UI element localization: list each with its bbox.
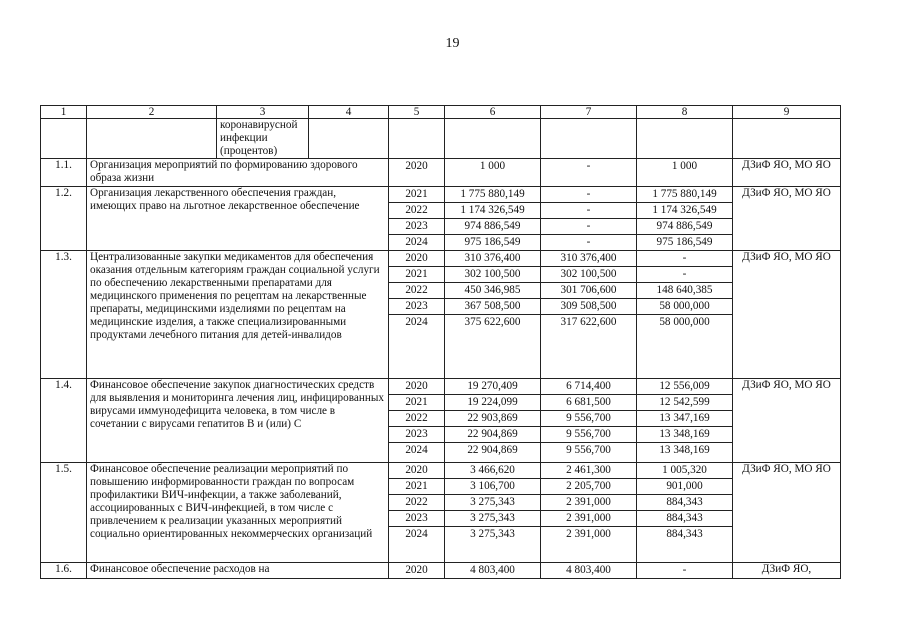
- federal-amount: -: [586, 188, 591, 200]
- total-amount: 22 904,869: [445, 426, 540, 442]
- header-cell: 5: [389, 106, 445, 119]
- year-value-cell: [389, 187, 445, 251]
- regional-amount: 884,343: [637, 510, 732, 526]
- regional-amount-cell: [637, 159, 733, 187]
- page-number: 19: [445, 36, 460, 51]
- year-value: 2022: [389, 202, 444, 218]
- federal-amount-cell: [541, 159, 637, 187]
- header-cell: 2: [87, 106, 217, 119]
- total-amount: 3 466,620: [470, 464, 515, 476]
- regional-amount: 884,343: [637, 494, 732, 510]
- total-amount: 19 224,099: [445, 394, 540, 410]
- federal-amount-cell: [541, 463, 637, 563]
- year-value: 2021: [389, 266, 444, 282]
- year-value: 2021: [405, 188, 428, 200]
- total-amount-cell: [445, 187, 541, 251]
- table-row: [41, 159, 841, 187]
- total-amount: 974 886,549: [445, 218, 540, 234]
- year-value-cell: [389, 159, 445, 187]
- year-value-cell: [389, 251, 445, 379]
- year-value-cell: [389, 463, 445, 563]
- header-cell: 8: [637, 106, 733, 119]
- year-value: 2020: [405, 160, 428, 172]
- regional-amount-cell: [637, 187, 733, 251]
- continuation-text: коронавирусной инфекции (процентов): [217, 119, 309, 159]
- year-value: 2023: [389, 298, 444, 314]
- regional-amount: 884,343: [637, 526, 732, 542]
- executor: ДЗиФ ЯО, МО ЯО: [733, 379, 841, 463]
- year-value: 2020: [405, 464, 428, 476]
- regional-amount: 975 186,549: [637, 234, 732, 250]
- table-row: [41, 463, 841, 563]
- header-row: [41, 106, 841, 119]
- header-cell: 9: [733, 106, 841, 119]
- year-value: 2023: [389, 218, 444, 234]
- federal-amount: 9 556,700: [541, 426, 636, 442]
- federal-amount: 2 461,300: [566, 464, 611, 476]
- executor: ДЗиФ ЯО, МО ЯО: [733, 187, 841, 251]
- total-amount-cell: [445, 251, 541, 379]
- year-value: 2022: [389, 410, 444, 426]
- total-amount: 375 622,600: [445, 314, 540, 330]
- executor: ДЗиФ ЯО, МО ЯО: [733, 251, 841, 379]
- total-amount: 3 106,700: [445, 478, 540, 494]
- row-number: 1.5.: [41, 463, 87, 563]
- year-value: 2021: [389, 478, 444, 494]
- regional-amount: 12 542,599: [637, 394, 732, 410]
- year-value: 2020: [405, 564, 428, 576]
- year-value: 2024: [389, 234, 444, 250]
- regional-amount: 1 775 880,149: [652, 188, 717, 200]
- year-value: 2023: [389, 426, 444, 442]
- total-amount: 3 275,343: [445, 494, 540, 510]
- regional-amount: 13 348,169: [637, 442, 732, 458]
- federal-amount: 301 706,600: [541, 282, 636, 298]
- federal-amount: 9 556,700: [541, 442, 636, 458]
- header-cell: 4: [309, 106, 389, 119]
- total-amount-cell: [445, 563, 541, 579]
- total-amount-cell: [445, 463, 541, 563]
- total-amount: 4 803,400: [470, 564, 515, 576]
- federal-amount: 2 205,700: [541, 478, 636, 494]
- federal-amount: 309 508,500: [541, 298, 636, 314]
- header-cell: 1: [41, 106, 87, 119]
- federal-amount: 2 391,000: [541, 526, 636, 542]
- row-description: Финансовое обеспечение расходов на: [87, 563, 389, 579]
- table-row: [41, 379, 841, 463]
- regional-amount-cell: [637, 379, 733, 463]
- regional-amount: 13 347,169: [637, 410, 732, 426]
- regional-amount-cell: [637, 463, 733, 563]
- federal-amount: 6 714,400: [566, 380, 611, 392]
- regional-amount-cell: [637, 563, 733, 579]
- year-value: 2024: [389, 526, 444, 542]
- total-amount: 302 100,500: [445, 266, 540, 282]
- header-cell: 7: [541, 106, 637, 119]
- total-amount: 1 775 880,149: [460, 188, 525, 200]
- row-description: Финансовое обеспечение реализации мероприятий по повышению информированности граждан по вопросам профилактики ВИЧ-инфекции, а также заболеваний, ассоциированных с ВИЧ-инфекцией, в том числе с привлечением к реализации указанных мероприятий социально ориентированных некоммерческих организаций: [87, 463, 389, 563]
- regional-amount: 1 005,320: [662, 464, 707, 476]
- continuation-row: [41, 119, 841, 159]
- federal-amount-cell: [541, 563, 637, 579]
- executor: ДЗиФ ЯО,: [733, 563, 841, 579]
- year-value: 2020: [405, 380, 428, 392]
- year-value-cell: [389, 379, 445, 463]
- year-value: 2021: [389, 394, 444, 410]
- total-amount: 22 903,869: [445, 410, 540, 426]
- row-number: 1.4.: [41, 379, 87, 463]
- row-number: 1.1.: [41, 159, 87, 187]
- federal-amount-cell: [541, 251, 637, 379]
- federal-amount-cell: [541, 187, 637, 251]
- total-amount: 22 904,869: [445, 442, 540, 458]
- row-description: Финансовое обеспечение закупок диагностических средств для выявления и мониторинга лечения лиц, инфицированных вирусами иммунодефицита человека, в том числе в сочетании с вирусами гепатитов В и (или) С: [87, 379, 389, 463]
- row-number: 1.2.: [41, 187, 87, 251]
- regional-amount: 12 556,009: [659, 380, 710, 392]
- total-amount-cell: [445, 379, 541, 463]
- total-amount-cell: [445, 159, 541, 187]
- header-cell: 6: [445, 106, 541, 119]
- budget-table: [40, 105, 841, 579]
- regional-amount: 974 886,549: [637, 218, 732, 234]
- header-cell: 3: [217, 106, 309, 119]
- year-value: 2024: [389, 442, 444, 458]
- federal-amount: 2 391,000: [541, 510, 636, 526]
- row-description: Организация мероприятий по формированию здорового образа жизни: [87, 159, 389, 187]
- total-amount: 1 174 326,549: [445, 202, 540, 218]
- row-description: Организация лекарственного обеспечения граждан, имеющих право на льготное лекарственное обеспечение: [87, 187, 389, 251]
- federal-amount: 4 803,400: [566, 564, 611, 576]
- executor: ДЗиФ ЯО, МО ЯО: [733, 463, 841, 563]
- row-number: 1.3.: [41, 251, 87, 379]
- federal-amount: 317 622,600: [541, 314, 636, 330]
- regional-amount: -: [637, 266, 732, 282]
- regional-amount: 1 174 326,549: [637, 202, 732, 218]
- year-value: 2022: [389, 494, 444, 510]
- year-value: 2020: [405, 252, 428, 264]
- total-amount: 367 508,500: [445, 298, 540, 314]
- total-amount: 310 376,400: [464, 252, 521, 264]
- regional-amount: 58 000,000: [637, 314, 732, 330]
- row-description: Централизованные закупки медикаментов для обеспечения оказания отдельным категориям граждан социальной услуги по обеспечению лекарственными препаратами для медицинского применения по рецептам на лекарственные препараты, медицинскими изделиями по рецептам на медицинские изделия, а также специализированными продуктами лечебного питания для детей-инвалидов: [87, 251, 389, 379]
- total-amount: 3 275,343: [445, 510, 540, 526]
- row-number: 1.6.: [41, 563, 87, 579]
- regional-amount: 58 000,000: [637, 298, 732, 314]
- federal-amount: 9 556,700: [541, 410, 636, 426]
- year-value-cell: [389, 563, 445, 579]
- regional-amount: 901,000: [637, 478, 732, 494]
- total-amount: 3 275,343: [445, 526, 540, 542]
- federal-amount: -: [541, 202, 636, 218]
- regional-amount: -: [682, 564, 687, 576]
- year-value: 2022: [389, 282, 444, 298]
- year-value: 2023: [389, 510, 444, 526]
- executor: ДЗиФ ЯО, МО ЯО: [733, 159, 841, 187]
- table-row: [41, 251, 841, 379]
- regional-amount: 148 640,385: [637, 282, 732, 298]
- federal-amount: -: [586, 160, 591, 172]
- federal-amount: 302 100,500: [541, 266, 636, 282]
- table-row: [41, 187, 841, 251]
- total-amount: 19 270,409: [467, 380, 518, 392]
- total-amount: 975 186,549: [445, 234, 540, 250]
- federal-amount: -: [541, 218, 636, 234]
- federal-amount: 310 376,400: [560, 252, 617, 264]
- total-amount: 1 000: [479, 160, 506, 172]
- table-row: [41, 563, 841, 579]
- federal-amount-cell: [541, 379, 637, 463]
- regional-amount: -: [682, 252, 687, 264]
- federal-amount: 6 681,500: [541, 394, 636, 410]
- regional-amount-cell: [637, 251, 733, 379]
- federal-amount: -: [541, 234, 636, 250]
- year-value: 2024: [389, 314, 444, 330]
- total-amount: 450 346,985: [445, 282, 540, 298]
- regional-amount: 1 000: [671, 160, 698, 172]
- regional-amount: 13 348,169: [637, 426, 732, 442]
- federal-amount: 2 391,000: [541, 494, 636, 510]
